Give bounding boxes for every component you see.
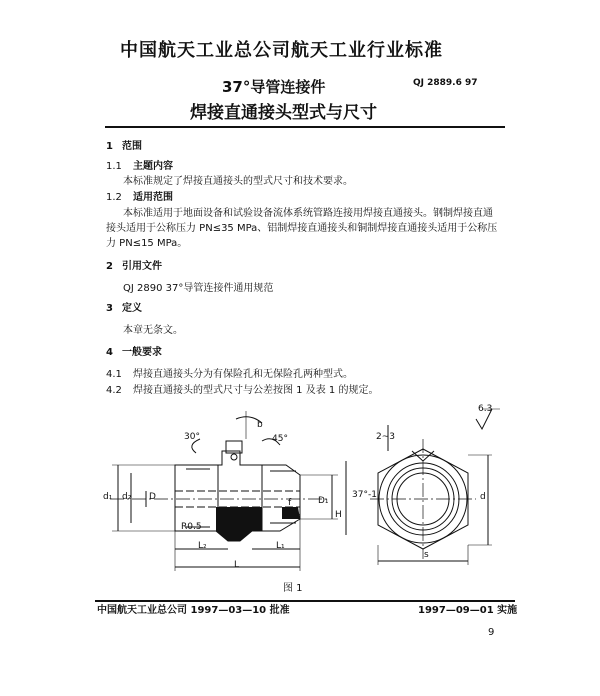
section-1-2-line2: 接头适用于公称压力 PN≤35 MPa、铝制焊接直通接头和铜制焊接直通接头适用于公称压	[106, 223, 498, 234]
section-3-text: 本章无条文。	[123, 325, 183, 336]
label-D1: D₁	[318, 496, 329, 506]
label-30deg: 30°	[184, 432, 200, 442]
fitting-side-view	[110, 411, 346, 571]
section-1-2-title: 适用范围	[133, 192, 173, 203]
section-3-number: 3	[106, 303, 113, 314]
standard-number: QJ 2889.6 97	[413, 78, 478, 88]
section-3-title: 定义	[122, 303, 142, 314]
section-4-1-number: 4.1	[106, 369, 122, 380]
section-1-number: 1	[106, 141, 113, 152]
org-title: 中国航天工业总公司航天工业行业标准	[120, 40, 443, 61]
section-2-number: 2	[106, 261, 113, 272]
label-angle: 2~3	[376, 432, 395, 442]
label-d: d	[480, 492, 486, 502]
label-b: b	[257, 420, 263, 430]
page-number: 9	[488, 627, 495, 638]
section-2-title: 引用文件	[122, 261, 162, 272]
label-D: D	[149, 492, 156, 502]
label-H: H	[335, 510, 342, 520]
section-1-1-number: 1.1	[106, 161, 122, 172]
section-4-1-text: 焊接直通接头分为有保险孔和无保险孔两种型式。	[133, 369, 353, 380]
label-s: s	[424, 550, 429, 560]
label-d1: d₁	[103, 492, 113, 502]
section-1-1-title: 主题内容	[133, 161, 173, 172]
label-L1: L₁	[276, 541, 285, 551]
figure-1-drawing	[0, 395, 600, 595]
section-4-number: 4	[106, 347, 113, 358]
figure-caption: 图 1	[283, 583, 303, 594]
section-1-title: 范围	[122, 141, 142, 152]
label-d2: d₂	[122, 492, 132, 502]
label-45deg: 45°	[272, 434, 288, 444]
section-4-2-number: 4.2	[106, 385, 122, 396]
header-rule	[105, 126, 505, 128]
section-1-2-line1: 本标准适用于地面设备和试验设备流体系统管路连接用焊接直通接头。钢制焊接直通	[123, 208, 493, 219]
section-1-1-text: 本标准规定了焊接直通接头的型式尺寸和技术要求。	[123, 176, 353, 187]
label-f: f	[288, 498, 292, 508]
label-t: t	[297, 512, 301, 522]
section-1-2-number: 1.2	[106, 192, 122, 203]
label-L2: L₂	[198, 541, 207, 551]
label-37deg: 37°-1	[352, 490, 377, 500]
section-1-2-line3: 力 PN≤15 MPa。	[106, 238, 188, 249]
standard-title-line2: 焊接直通接头型式与尺寸	[190, 103, 377, 123]
label-L: L	[234, 560, 240, 570]
label-r06: R0.5	[181, 522, 202, 532]
approval-line: 中国航天工业总公司 1997—03—10 批准	[97, 605, 290, 616]
section-4-title: 一般要求	[122, 347, 162, 358]
effective-date: 1997—09—01 实施	[418, 605, 518, 616]
footer-rule	[95, 600, 515, 602]
section-4-2-text: 焊接直通接头的型式尺寸与公差按图 1 及表 1 的规定。	[133, 385, 379, 396]
roughness-value: 6.3	[478, 404, 493, 414]
section-2-text: QJ 2890 37°导管连接件通用规范	[123, 283, 274, 294]
standard-title-line1: 37°导管连接件	[222, 78, 326, 96]
